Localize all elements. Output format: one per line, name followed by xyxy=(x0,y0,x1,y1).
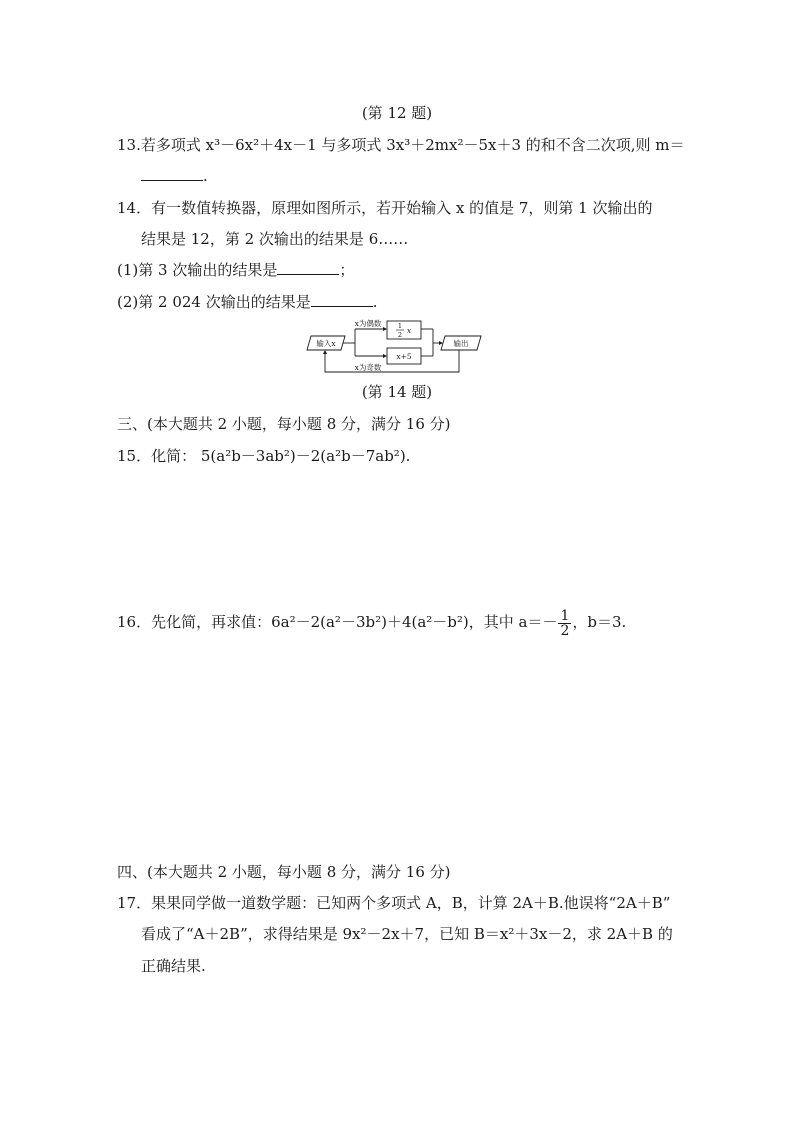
question-13-line2 xyxy=(141,166,208,186)
question-15: 15．化简： 5(a²b－3ab²)－2(a²b－7ab²). xyxy=(117,447,411,465)
answer-blank-14-2 xyxy=(311,292,373,307)
answer-blank-14-1 xyxy=(277,260,339,275)
question-14-line1: 14．有一数值转换器，原理如图所示，若开始输入 x 的值是 7，则第 1 次输出的 xyxy=(117,199,653,217)
question-14-part1-end: ； xyxy=(339,261,355,279)
arrow-odd xyxy=(383,354,387,358)
arrow-loop xyxy=(323,350,327,354)
question-14-part2-end: . xyxy=(372,293,378,311)
flow-even-op-variable: x xyxy=(406,326,412,335)
question-17-line2: 看成了“A＋2B”，求得结果是 9x²－2x＋7，已知 B＝x²＋3x－2，求 2A＋B 的 xyxy=(141,925,673,943)
question-13-end: . xyxy=(203,167,208,185)
section-4-heading: 四、(本大题共 2 小题，每小题 8 分，满分 16 分) xyxy=(117,863,451,881)
question-14-part1 xyxy=(117,260,354,280)
arrow-even xyxy=(383,327,387,331)
figure-14-caption: (第 14 题) xyxy=(361,383,433,401)
flow-even-op-numerator: 1 xyxy=(397,322,403,330)
number-converter-flowchart xyxy=(305,316,485,374)
answer-blank-13 xyxy=(141,166,203,181)
flow-loop-back-line xyxy=(325,350,459,372)
flow-even-op-denominator: 2 xyxy=(397,331,403,339)
question-14-part1-text: (1)第 3 次输出的结果是 xyxy=(117,261,278,279)
flow-output-label: 输出 xyxy=(453,339,469,348)
question-14-line2: 结果是 12，第 2 次输出的结果是 6…… xyxy=(141,230,409,248)
question-14-part2 xyxy=(117,292,378,312)
flow-odd-op-label: x+5 xyxy=(396,352,412,361)
question-13-line1: 13.若多项式 x³－6x²＋4x－1 与多项式 3x³＋2mx²－5x＋3 的和不含二次项,则 m＝ xyxy=(117,136,685,154)
question-16 xyxy=(117,607,626,637)
fraction-one-half xyxy=(558,609,571,638)
flow-even-condition: x为偶数 xyxy=(354,319,382,328)
fraction-denominator: 2 xyxy=(560,622,570,639)
question-16-text: 16．先化简，再求值：6a²－2(a²－3b²)＋4(a²－b²)，其中 a＝－ xyxy=(117,613,558,631)
figure-12-caption: (第 12 题) xyxy=(361,104,433,122)
section-3-heading: 三、(本大题共 2 小题，每小题 8 分，满分 16 分) xyxy=(117,415,451,433)
question-17-line1: 17．果果同学做一道数学题：已知两个多项式 A，B，计算 2A＋B.他误将“2A＋B” xyxy=(117,894,671,912)
flow-input-label: 输入x xyxy=(316,339,336,348)
question-16-end: ，b＝3. xyxy=(572,613,627,631)
question-14-part2-text: (2)第 2 024 次输出的结果是 xyxy=(117,293,311,311)
question-17-line3: 正确结果. xyxy=(141,957,206,975)
flow-odd-condition: x为奇数 xyxy=(354,363,382,372)
fraction-numerator: 1 xyxy=(560,607,570,624)
